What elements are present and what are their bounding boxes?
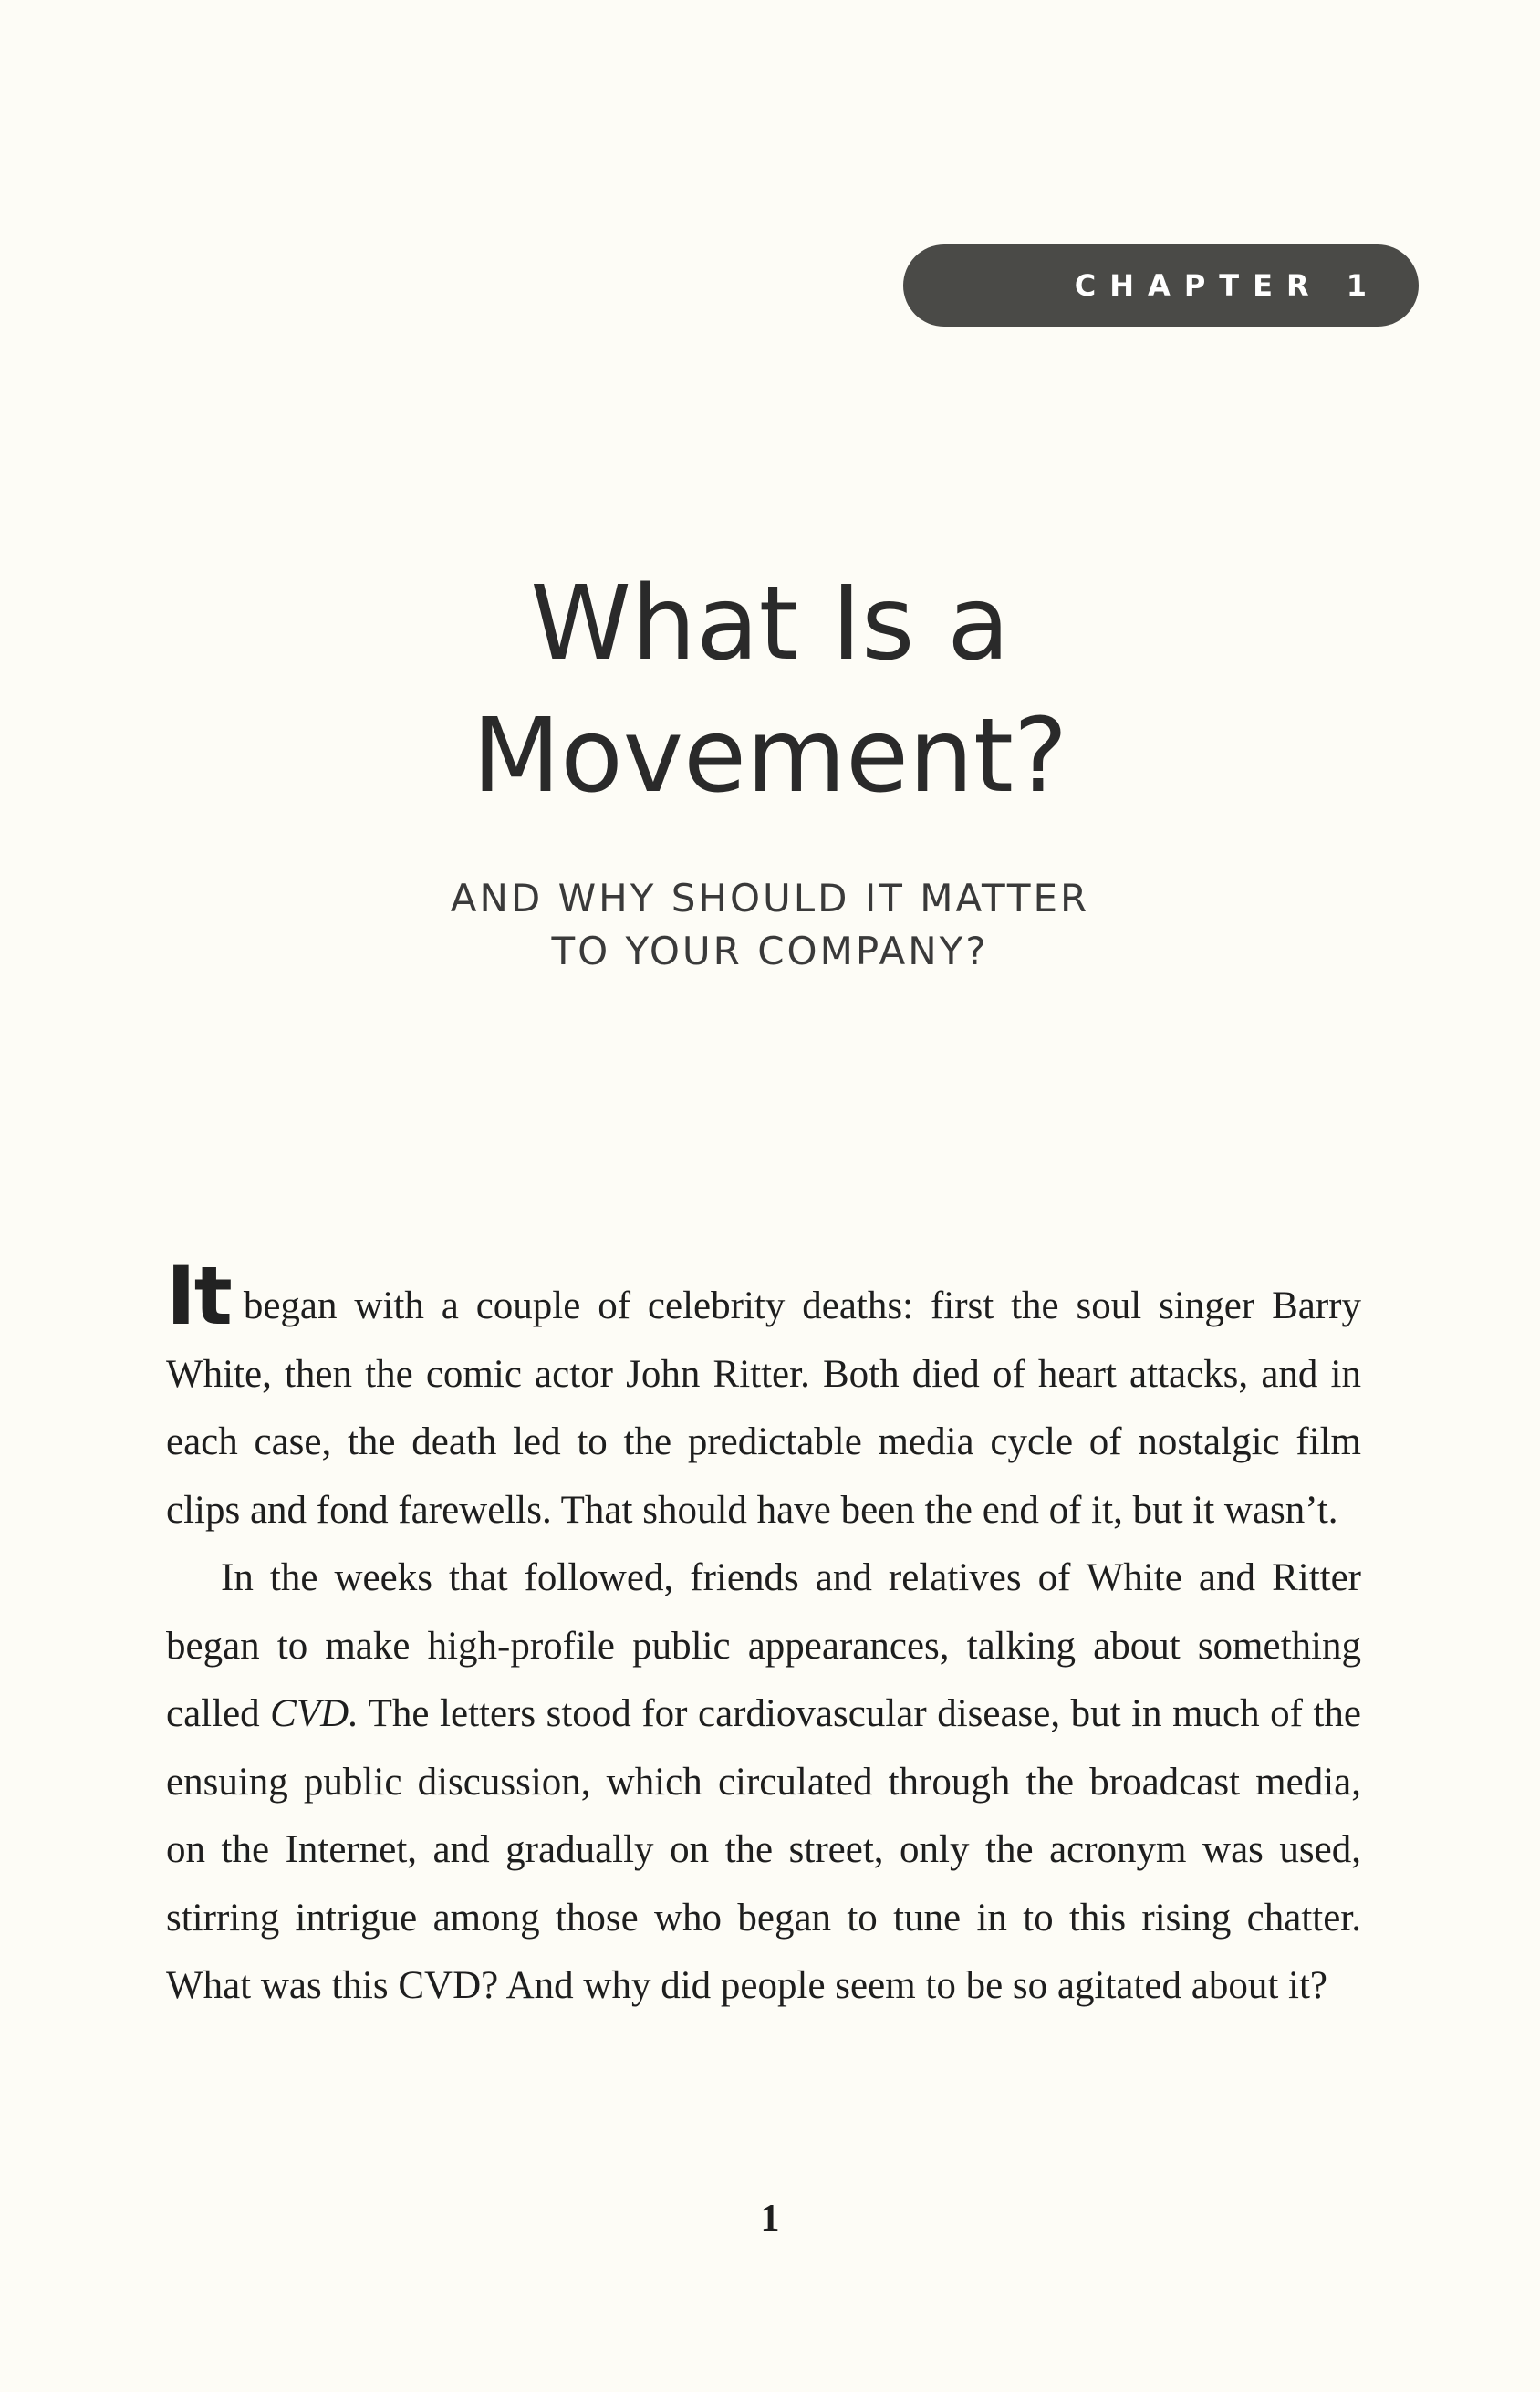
drop-cap: It	[166, 1249, 231, 1343]
chapter-title	[0, 558, 1540, 823]
chapter-title-line2: Movement?	[472, 697, 1068, 816]
chapter-subtitle-line2: TO YOUR COMPANY?	[551, 929, 989, 973]
chapter-subtitle	[0, 872, 1540, 978]
paragraph-2-italic: CVD.	[270, 1692, 359, 1735]
paragraph-2	[166, 1544, 1361, 2021]
paragraph-2-text-after: The letters stood for cardiovascular disease, but in much of the ensuing public discussion, which circulated through the broadcast media, on the Internet, and gradually on the street, only the acronym was used, stirring intrigue among those who began to tune in to this rising chatter. What was this CVD? And why did people seem to be so agitated about it?	[166, 1692, 1361, 2007]
body-text	[166, 1249, 1361, 2021]
paragraph-1-text: began with a couple of celebrity deaths: first the soul singer Barry White, then the comic actor John Ritter. Both died of heart attacks, and in each case, the death led to the predictable media cycle of nostalgic film clips and fond farewells. That should have been the end of it, but it wasn’t.	[166, 1284, 1361, 1532]
chapter-badge	[903, 244, 1419, 327]
chapter-label: CHAPTER 1	[1074, 268, 1380, 303]
chapter-subtitle-line1: AND WHY SHOULD IT MATTER	[450, 876, 1090, 920]
paragraph-2-text-before: In the weeks that followed, friends and relatives of White and Ritter began to make high-profile public appearances, talking about something called	[166, 1556, 1361, 1735]
paragraph-1	[166, 1249, 1361, 1544]
chapter-title-line1: What Is a	[530, 565, 1010, 683]
page-number: 1	[760, 2198, 780, 2240]
